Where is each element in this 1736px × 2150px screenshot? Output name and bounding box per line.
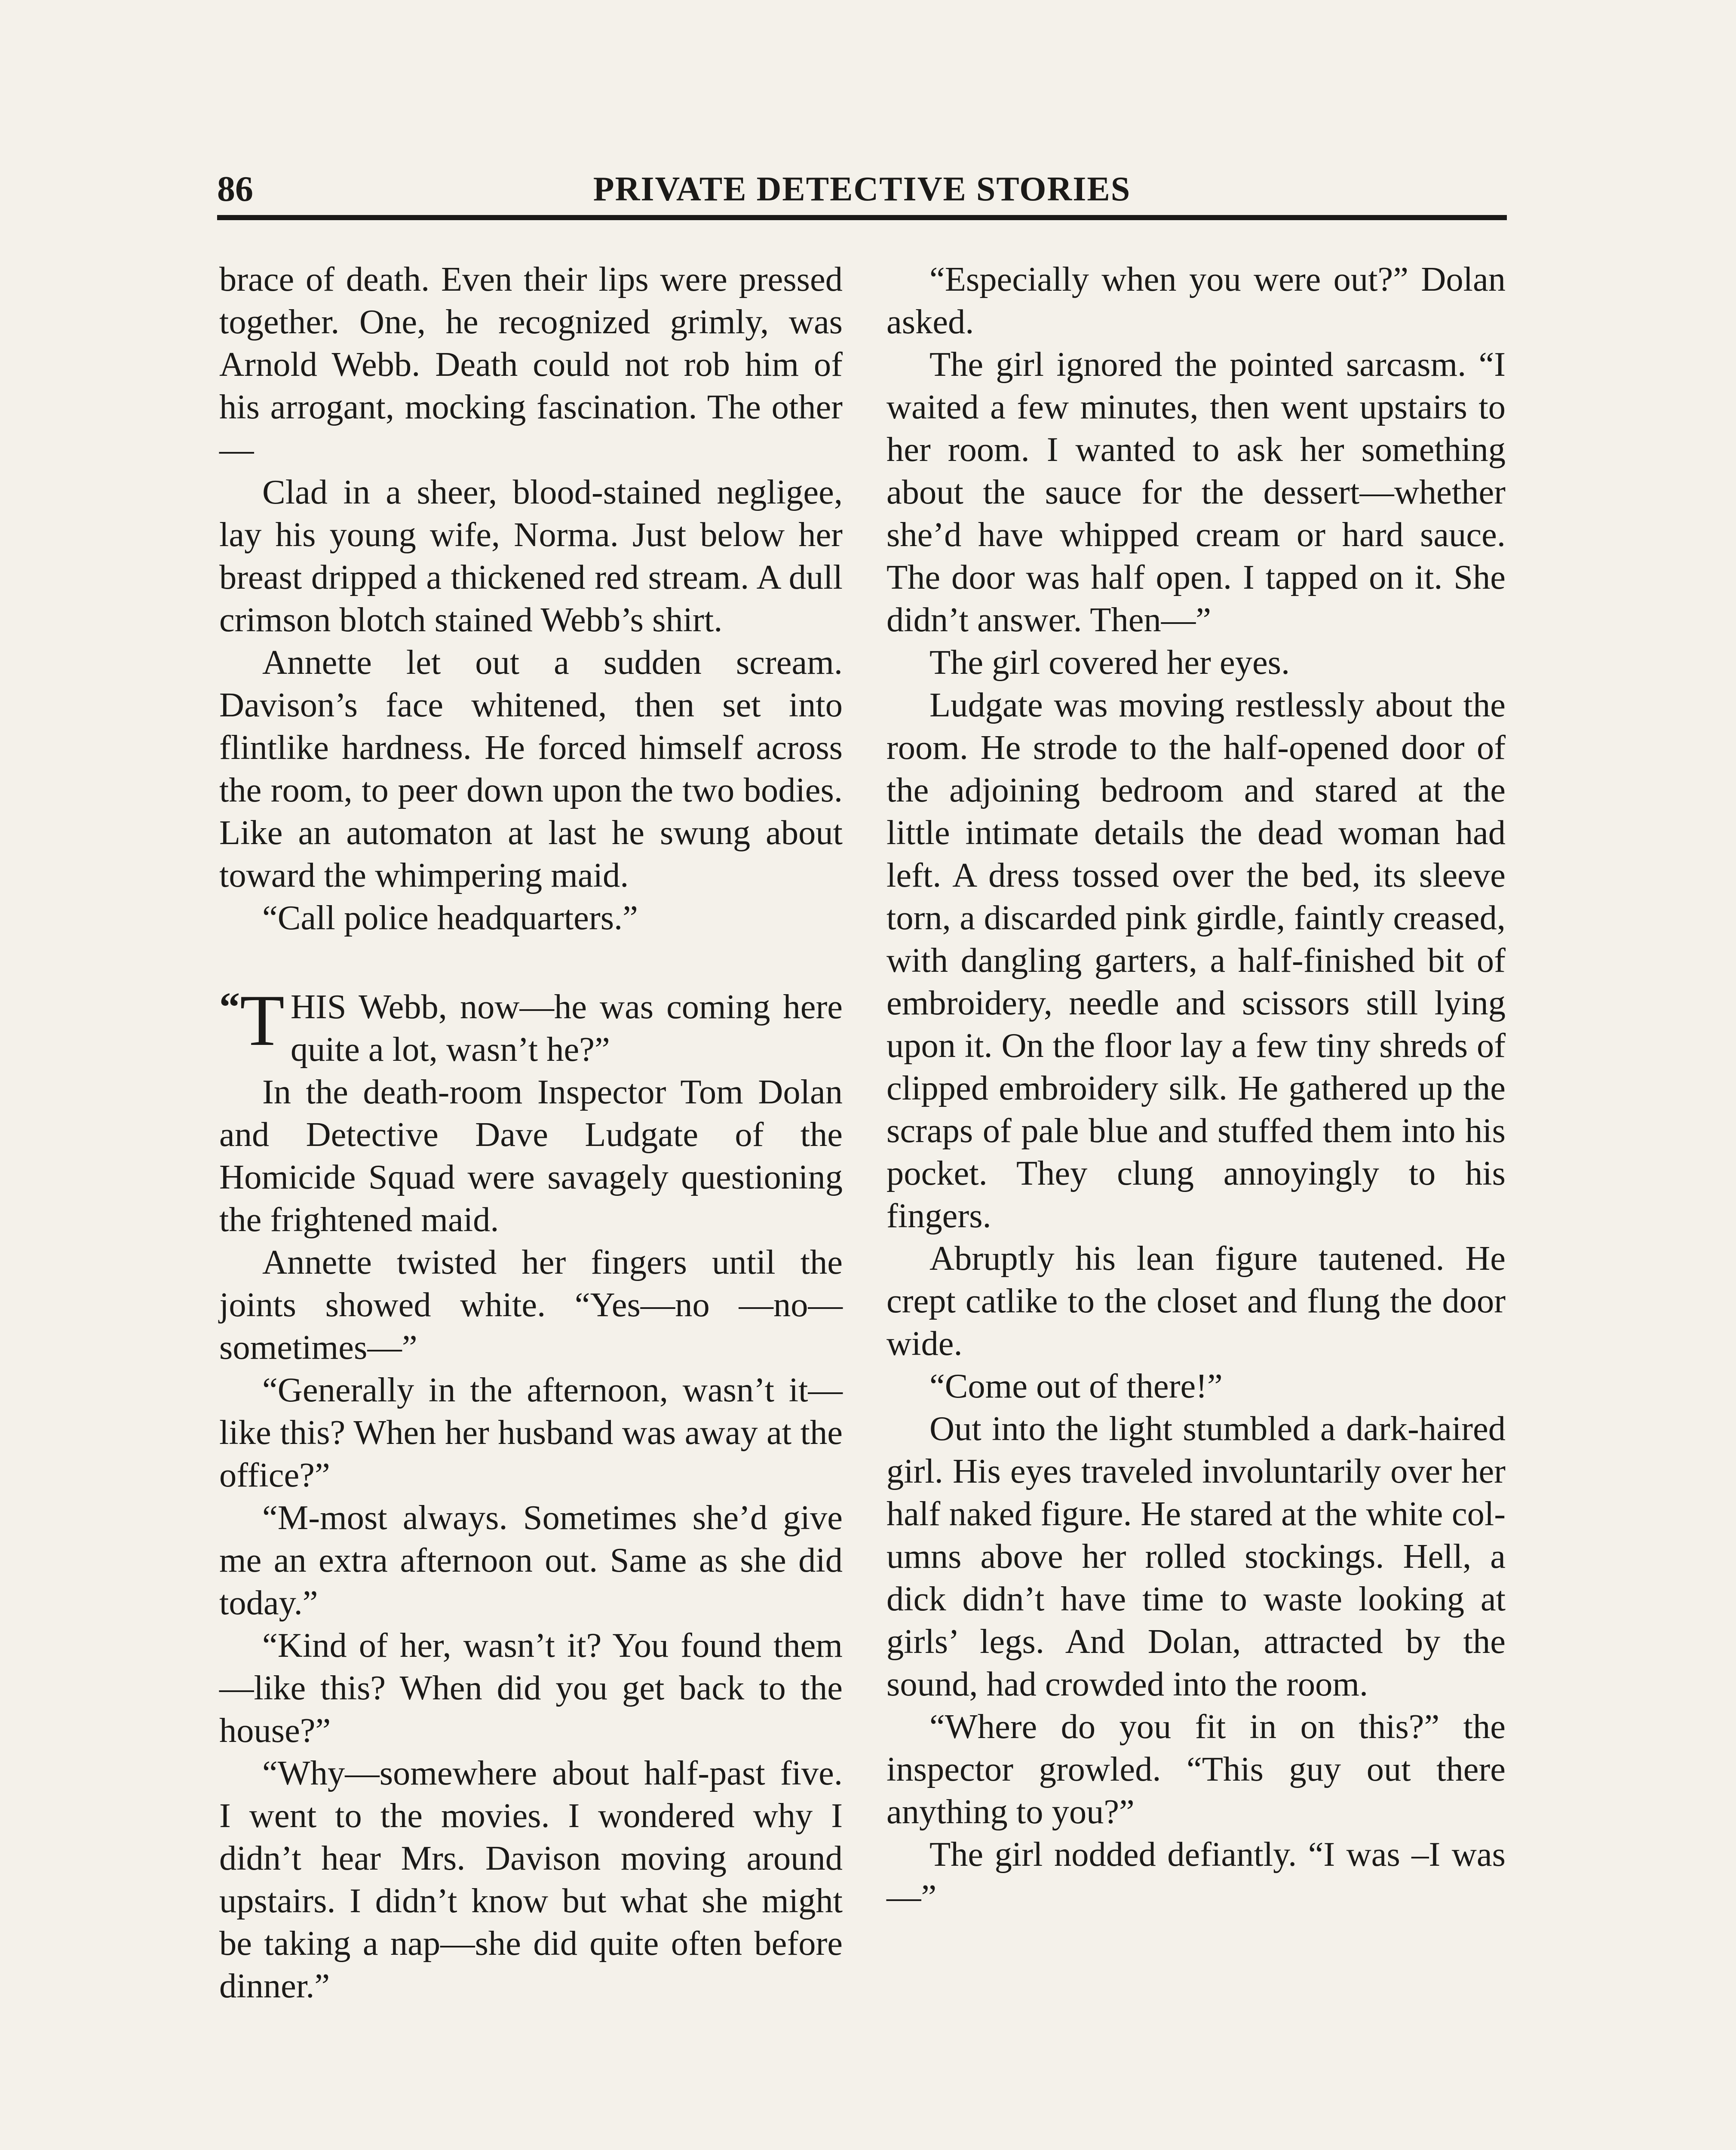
section-opening-text: HIS Webb, now—he was coming here quite a lot, wasn’t he?” [290,988,843,1069]
paragraph: “Why—somewhere about half-past five. I went to the movies. I wondered why I didn’t hear Mrs. Davison moving around upstairs. I didn’t know but what she might be taking a nap—she did quite often before dinner.” [219,1754,843,2005]
paragraph: The girl ignored the pointed sarcasm. “I waited a few minutes, then went upstairs to her room. I wanted to ask her something about the sauce for the dessert—whether she’d have whipped cream or hard sauce. The door was half open. I tapped on it. She didn’t answer. Then—” [886,345,1506,639]
left-column [219,258,843,2007]
paragraph: Clad in a sheer, blood-stained negligee, lay his young wife, Norma. Just below her breast dripped a thickened red stream. A dull crimson blotch stained Webb’s shirt. [219,473,843,639]
running-title: PRIVATE DETECTIVE STORIES [593,170,1131,208]
paragraph: “Kind of her, wasn’t it? You found them—like this? When did you get back to the house?” [219,1626,843,1750]
paragraph: brace of death. Even their lips were pressed together. One, he recognized grimly, was Arnold Webb. Death could not rob him of his arrogant, mocking fascination. The other— [219,260,843,469]
paragraph: The girl covered her eyes. [929,643,1290,682]
dropcap-letter: T [240,980,285,1061]
paragraph: Ludgate was moving restlessly about the room. He strode to the half-opened door of the adjoining bedroom and stared at the little intimate details the dead woman had left. A dress tossed over the bed, its sleeve torn, a discarded pink girdle, faintly creased, with dangling garters, a half-finished bit of embroidery, needle and scissors still lying upon it. On the floor lay a few tiny shreds of clipped embroidery silk. He gathered up the scraps of pale blue and stuffed them into his pocket. They clung annoyingly to his fingers. [886,686,1506,1235]
header-rule [217,215,1507,220]
paragraph: “Especially when you were out?” Dolan asked. [886,260,1506,341]
paragraph: “Come out of there!” [929,1367,1223,1405]
right-column [886,258,1506,1918]
page-header [217,168,1507,215]
paragraph: “Call police headquarters.” [262,899,638,937]
paragraph: Annette twisted her fingers until the joints showed white. “Yes—no —no—sometimes—” [219,1243,843,1367]
paragraph: “M-most always. Sometimes she’d give me an extra afternoon out. Same as she did today.” [219,1499,843,1622]
paragraph: Annette let out a sudden scream. Davison’s face whitened, then set into flintlike hardness. He forced himself across the room, to peer down upon the two bodies. Like an automaton at last he swung about toward the whimpering maid. [219,643,843,894]
paragraph: “Where do you fit in on this?” the inspector growled. “This guy out there anything to you?” [886,1708,1506,1831]
paragraph: “Generally in the afternoon, wasn’t it—like this? When her husband was away at the office?” [219,1371,843,1494]
dropcap-quote: “ [219,984,240,1030]
paragraph: Abruptly his lean figure tautened. He crept catlike to the closet and flung the door wide. [886,1239,1506,1363]
page-number: 86 [217,169,253,209]
paragraph: Out into the light stumbled a dark-haired girl. His eyes traveled involuntarily over her half naked figure. He stared at the white columns above her rolled stockings. Hell, a dick didn’t have time to waste looking at girls’ legs. And Dolan, attracted by the sound, had crowded into the room. [886,1410,1506,1703]
paragraph: The girl nodded defiantly. “I was –I was—” [886,1835,1506,1916]
section-opening-paragraph [219,980,843,1071]
paragraph: In the death-room Inspector Tom Dolan and Detective Dave Ludgate of the Homicide Squad were savagely questioning the frightened maid. [219,1073,843,1239]
